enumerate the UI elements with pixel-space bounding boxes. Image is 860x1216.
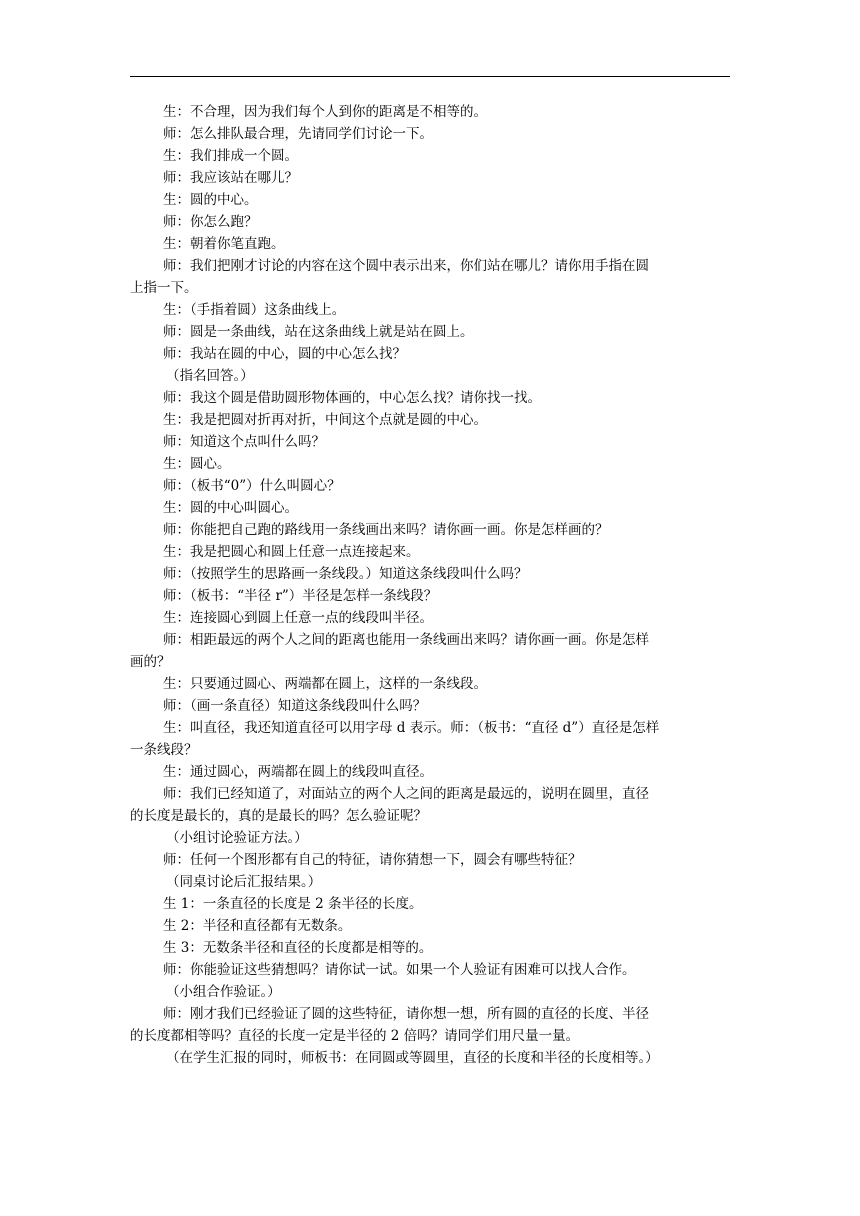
text-line: 师：我站在圆的中心，圆的中心怎么找？ (163, 346, 406, 362)
text-line: 生：只要通过圆心、两端都在圆上，这样的一条线段。 (163, 676, 487, 692)
text-line: 师：我们把刚才讨论的内容在这个圆中表示出来，你们站在哪儿？请你用手指在圆 (163, 258, 649, 274)
text-line: （小组讨论验证方法。） (166, 830, 308, 846)
text-line: 师：你能验证这些猜想吗？请你试一试。如果一个人验证有困难可以找人合作。 (163, 962, 636, 978)
text-line: 的长度都相等吗？直径的长度一定是半径的 2 倍吗？请同学们用尺量一量。 (130, 1028, 580, 1044)
text-line: 师：（板书“0”）什么叫圆心？ (163, 478, 341, 494)
text-line: 生：圆心。 (163, 456, 231, 472)
text-line: 师：（按照学生的思路画一条线段。）知道这条线段叫什么吗？ (163, 566, 528, 582)
text-line: 师：我这个圆是借助圆形物体画的，中心怎么找？请你找一找。 (163, 390, 541, 406)
text-line: 的长度是最长的，真的是最长的吗？怎么验证呢？ (130, 808, 427, 824)
text-line: 生：（手指着圆）这条曲线上。 (163, 302, 346, 318)
text-line: 生 1：一条直径的长度是 2 条半径的长度。 (163, 896, 423, 912)
text-line: （指名回答。） (166, 368, 254, 384)
text-line: 师：相距最远的两个人之间的距离也能用一条线画出来吗？请你画一画。你是怎样 (163, 632, 649, 648)
text-line: 生：通过圆心，两端都在圆上的线段叫直径。 (163, 764, 433, 780)
text-line: 师：怎么排队最合理，先请同学们讨论一下。 (163, 126, 433, 142)
text-line: 师：任何一个图形都有自己的特征，请你猜想一下，圆会有哪些特征？ (163, 852, 582, 868)
text-line: 生 2：半径和直径都有无数条。 (163, 918, 352, 934)
text-line: 生 3：无数条半径和直径的长度都是相等的。 (163, 940, 433, 956)
text-line: （在学生汇报的同时，师板书：在同圆或等圆里，直径的长度和半径的长度相等。） (166, 1050, 659, 1066)
text-line: 师：知道这个点叫什么吗？ (163, 434, 325, 450)
text-line: 师：我应该站在哪儿？ (163, 170, 298, 186)
header-rule (130, 76, 730, 77)
text-line: 一条线段？ (130, 742, 198, 758)
text-line: 上指一下。 (130, 280, 198, 296)
text-line: 生：圆的中心叫圆心。 (163, 500, 298, 516)
text-line: 师：圆是一条曲线，站在这条曲线上就是站在圆上。 (163, 324, 474, 340)
text-line: （小组合作验证。） (166, 984, 281, 1000)
text-line: 师：我们已经知道了，对面站立的两个人之间的距离是最远的，说明在圆里，直径 (163, 786, 649, 802)
text-line: 生：我们排成一个圆。 (163, 148, 298, 164)
text-line: 生：我是把圆对折再对折，中间这个点就是圆的中心。 (163, 412, 487, 428)
text-line: 生：连接圆心到圆上任意一点的线段叫半径。 (163, 610, 433, 626)
text-line: 生：圆的中心。 (163, 192, 258, 208)
text-line: 师：刚才我们已经验证了圆的这些特征，请你想一想，所有圆的直径的长度、半径 (163, 1006, 649, 1022)
text-line: 生：不合理，因为我们每个人到你的距离是不相等的。 (163, 104, 487, 120)
text-line: 生：我是把圆心和圆上任意一点连接起来。 (163, 544, 420, 560)
text-line: 师：你怎么跑？ (163, 214, 258, 230)
document-body (130, 101, 733, 1069)
text-line: 师：（画一条直径）知道这条线段叫什么吗？ (163, 698, 427, 714)
text-line: 生：叫直径，我还知道直径可以用字母 d 表示。师：（板书：“直径 d”）直径是怎样 (163, 720, 660, 736)
text-line: （同桌讨论后汇报结果。） (166, 874, 322, 890)
text-line: 师：（板书：“半径 r”）半径是怎样一条线段？ (163, 588, 438, 604)
text-line: 画的？ (130, 654, 171, 670)
text-line: 师：你能把自己跑的路线用一条线画出来吗？请你画一画。你是怎样画的？ (163, 522, 609, 538)
text-line: 生：朝着你笔直跑。 (163, 236, 285, 252)
